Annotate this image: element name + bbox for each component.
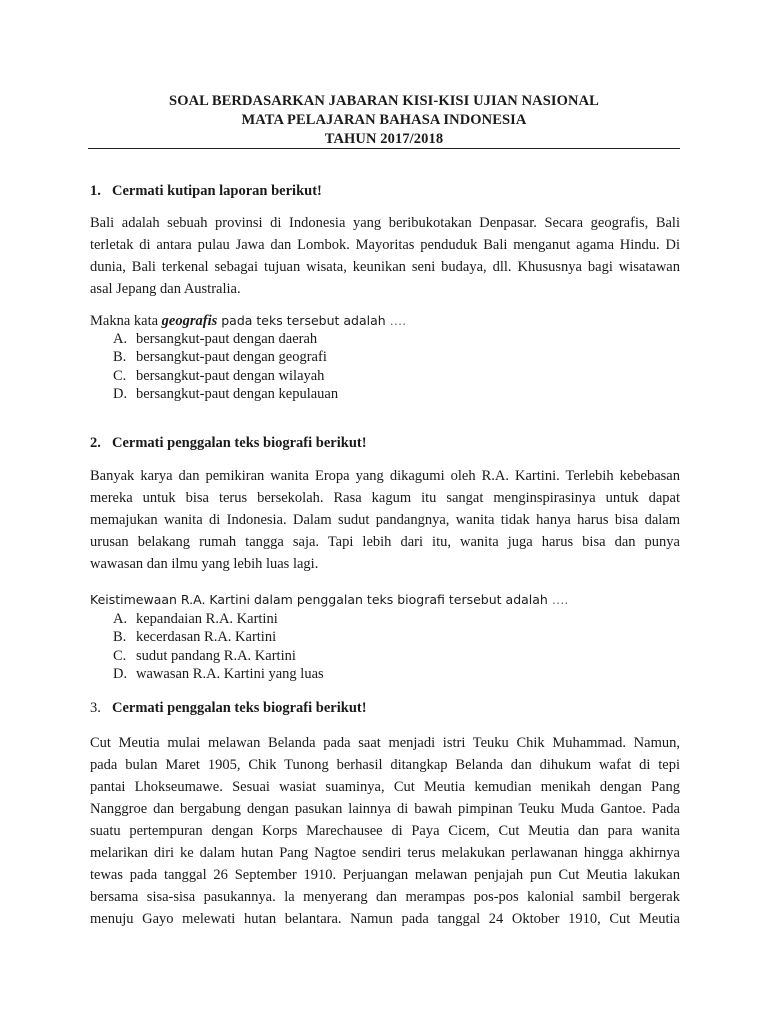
option-d[interactable]: [113, 665, 324, 683]
option-text: sudut pandang R.A. Kartini: [136, 647, 296, 664]
header-year: TAHUN 2017/2018: [324, 131, 444, 147]
document-header: [88, 92, 680, 149]
option-c[interactable]: [113, 647, 324, 665]
option-b[interactable]: [113, 348, 338, 366]
prompt-ellipsis: ….: [547, 592, 569, 607]
passage-line: bersama sisa-sisa pasukannya. la menyerang dan merampas pos-pos kalonial sambil bergerak: [90, 889, 680, 905]
prompt-text: Makna kata: [90, 313, 162, 329]
passage-line: tewas pada tanggal 26 September 1910. Perjuangan melawan penjajah pun Cut Meutia lakukan: [90, 867, 680, 883]
option-a[interactable]: [113, 330, 338, 348]
question-3-passage: [90, 732, 680, 930]
option-letter: B.: [113, 629, 127, 646]
passage-line: memajukan wanita di Indonesia. Dalam sudut pandangnya, wanita tidak hanya harus bisa dalam: [90, 512, 680, 528]
option-letter: A.: [113, 611, 128, 627]
question-2-passage: [90, 465, 680, 575]
passage-line: terletak di antara pulau Jawa dan Lombok. Mayoritas penduduk Bali menganut agama Hindu. Di: [90, 237, 680, 253]
option-letter: D.: [113, 665, 128, 682]
option-letter: C.: [113, 647, 127, 664]
question-3-title: [90, 698, 367, 718]
option-letter: B.: [113, 349, 127, 366]
option-letter: D.: [113, 385, 128, 402]
header-title: SOAL BERDASARKAN JABARAN KISI-KISI UJIAN NASIONAL: [169, 93, 599, 109]
passage-line: Cut Meutia mulai melawan Belanda pada saat menjadi istri Teuku Chik Muhammad. Namun,: [90, 735, 680, 751]
question-1-options: [113, 330, 338, 403]
option-c[interactable]: [113, 367, 338, 385]
question-instruction: Cermati kutipan laporan berikut!: [112, 183, 322, 199]
option-text: wawasan R.A. Kartini yang luas: [136, 665, 324, 682]
passage-line: mereka untuk bisa terus bersekolah. Rasa kagum itu sangat menginspirasinya untuk dapat: [90, 490, 680, 506]
passage-line: pantai Lhokseumawe. Sesuai wasiat suaminya, Cut Meutia kemudian menikah dengan Pang: [90, 779, 680, 795]
passage-line: dunia, Bali terkenal sebagai tujuan wisata, keunikan seni budaya, dll. Khususnya bagi wisatawan: [90, 259, 680, 275]
passage-line: suatu pertempuran dengan Korps Marechausee di Paya Cicem, Cut Meutia dan para wanita: [90, 823, 680, 839]
option-text: bersangkut-paut dengan daerah: [136, 331, 318, 347]
question-1-passage: [90, 212, 680, 300]
option-text: bersangkut-paut dengan wilayah: [136, 367, 325, 384]
passage-line: urusan belakang rumah tangga saja. Tapi lebih dari itu, wanita juga harus bisa dan punya: [90, 534, 680, 550]
prompt-text-end: pada teks tersebut adalah: [217, 313, 386, 328]
prompt-text: Keistimewaan R.A. Kartini dalam penggalan teks biografi tersebut adalah: [90, 592, 548, 607]
option-text: bersangkut-paut dengan kepulauan: [136, 385, 339, 402]
option-text: kepandaian R.A. Kartini: [136, 611, 278, 627]
option-b[interactable]: [113, 628, 324, 646]
header-subject: MATA PELAJARAN BAHASA INDONESIA: [241, 112, 527, 128]
passage-line: menuju Gayo melewati hutan belantara. Namun pada tanggal 24 Oktober 1910, Cut Meutia: [90, 911, 680, 927]
option-d[interactable]: [113, 385, 338, 403]
question-1-prompt: [90, 311, 406, 331]
passage-line: asal Jepang dan Australia.: [90, 281, 241, 297]
passage-line: Banyak karya dan pemikiran wanita Eropa yang dikagumi oleh R.A. Kartini. Terlebih kebebasan: [90, 468, 680, 484]
option-a[interactable]: [113, 610, 324, 628]
option-text: kecerdasan R.A. Kartini: [136, 629, 277, 646]
question-1-title: [90, 181, 322, 201]
question-2-prompt: [90, 590, 568, 610]
question-number: 3.: [90, 700, 101, 716]
question-2-title: [90, 433, 367, 453]
passage-line: Nanggroe dan bergabung dengan pasukan lainnya di bawah pimpinan Teuku Muda Gantoe. Pada: [90, 801, 680, 817]
question-instruction: Cermati penggalan teks biografi berikut!: [112, 700, 367, 716]
passage-line: wawasan dan ilmu yang lebih luas lagi.: [90, 556, 319, 572]
option-text: bersangkut-paut dengan geografi: [136, 349, 327, 366]
question-2-options: [113, 610, 324, 683]
prompt-ellipsis: ….: [385, 313, 407, 328]
passage-line: Bali adalah sebuah provinsi di Indonesia yang beribukotakan Denpasar. Secara geografis, Bali: [90, 215, 680, 231]
option-letter: C.: [113, 367, 127, 384]
passage-line: pada bulan Maret 1905, Chik Tunong berhasil ditangkap Belanda dan dihukum wafat di tepi: [90, 757, 680, 773]
question-instruction: Cermati penggalan teks biografi berikut!: [112, 435, 367, 451]
question-number: 1.: [90, 183, 101, 199]
option-letter: A.: [113, 331, 128, 347]
prompt-keyword: geografis: [161, 313, 218, 329]
header-divider: [88, 148, 680, 149]
question-number: 2.: [90, 435, 101, 451]
passage-line: melarikan diri ke dalam hutan Pang Nagtoe sendiri terus melakukan perlawanan hingga akhirnya: [90, 845, 680, 861]
